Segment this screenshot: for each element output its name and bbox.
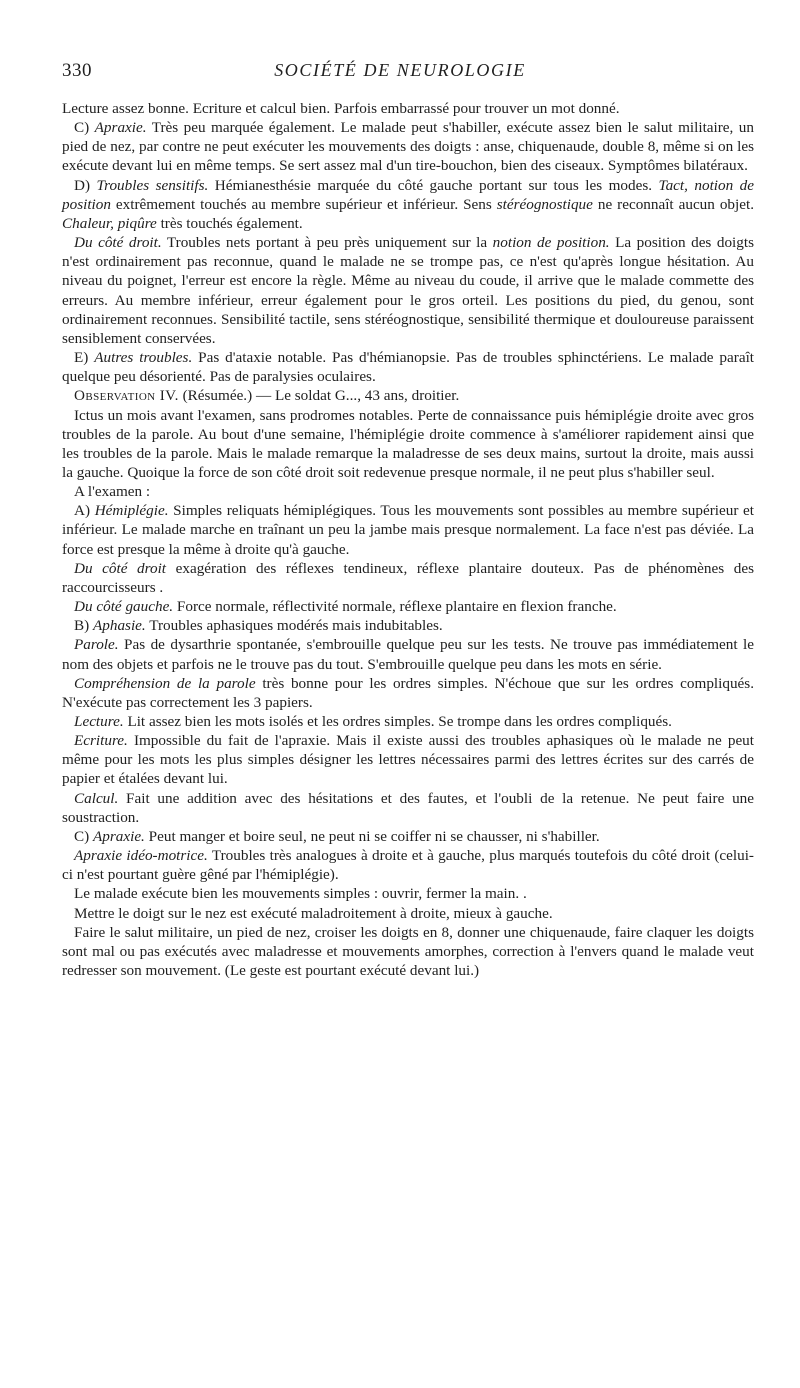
paragraph bbox=[62, 559, 754, 597]
italic-run: Apraxie. bbox=[92, 827, 145, 845]
page-number: 330 bbox=[62, 60, 92, 81]
page-header bbox=[62, 60, 738, 84]
italic-run: Chaleur, piqûre bbox=[62, 214, 157, 232]
text-run: Simples reliquats hémiplégiques. Tous les mouvements sont possibles au membre supérieur et inférieur. Le malade marche en traînant un peu la jambe mais presque normalement. La face n'est pas déviée. La force est presque la même à droite qu'à gauche. bbox=[62, 502, 754, 558]
text-run: Troubles nets portant à peu près uniquement sur la bbox=[161, 234, 493, 252]
italic-run: Aphasie. bbox=[92, 617, 146, 635]
italic-run: Du côté droit bbox=[74, 559, 167, 577]
text-run: A l'examen : bbox=[74, 483, 151, 501]
paragraph bbox=[62, 348, 754, 386]
italic-run: Compréhension de la parole bbox=[74, 674, 256, 692]
paragraph bbox=[62, 118, 754, 175]
running-title: SOCIÉTÉ DE NEUROLOGIE bbox=[274, 60, 526, 80]
text-run: D) bbox=[74, 176, 97, 194]
text-run: Force normale, réflectivité normale, réflexe plantaire en flexion franche. bbox=[173, 598, 617, 616]
italic-run: notion de position. bbox=[492, 234, 610, 252]
paragraph bbox=[62, 731, 754, 788]
text-run: Très peu marquée également. Le malade peut s'habiller, exécute assez bien le salut militaire, un pied de nez, par contre ne peut exécuter les mouvements des doigts : anse, chiquenaude, double 8, même si on les exécute devant lui en même temps. Se sert assez mal d'un tire-bouchon, bien des ciseaux. Symptômes bilatéraux. bbox=[62, 119, 754, 175]
text-run: (Résumée.) — Le soldat G..., 43 ans, droitier. bbox=[178, 387, 460, 405]
paragraph bbox=[62, 501, 754, 558]
text-run: très touchés également. bbox=[156, 214, 303, 232]
text-run: Faire le salut militaire, un pied de nez, croiser les doigts en 8, donner une chiquenaude, faire claquer les doigts sont mal ou pas exécutés avec maladresse et mouvements amorphes, correction à l'envers quand le malade veut redresser son mouvement. (Le geste est pourtant exécuté devant lui.) bbox=[62, 923, 754, 980]
text-run: Pas de dysarthrie spontanée, s'embrouille quelque peu sur les tests. Ne trouve pas immédiatement le nom des objets et parfois ne le trouve pas du tout. S'embrouille quelque peu dans les mots en série. bbox=[62, 636, 754, 673]
paragraph bbox=[62, 386, 754, 405]
text-run: Peut manger et boire seul, ne peut ni se coiffer ni se chausser, ni s'habiller. bbox=[144, 827, 600, 845]
paragraph bbox=[62, 616, 754, 635]
paragraph bbox=[62, 406, 754, 483]
text-run: E) bbox=[74, 349, 95, 367]
text-run: Impossible du fait de l'apraxie. Mais il existe aussi des troubles aphasiques où le malade ne peut même pour les mots les plus simples désigner les lettres nécessaires parmi des lettres écrites sur des carrés de papier et étalées devant lui. bbox=[62, 732, 754, 788]
italic-run: Autres troubles. bbox=[94, 349, 193, 367]
italic-run: Hémiplégie. bbox=[94, 502, 169, 520]
text-run: A) bbox=[74, 502, 95, 520]
paragraph bbox=[62, 904, 754, 923]
text-run: Le malade exécute bien les mouvements simples : ouvrir, fermer la main. . bbox=[74, 885, 527, 903]
text-run: Hémianesthésie marquée du côté gauche portant sur tous les modes. bbox=[208, 176, 659, 194]
paragraph bbox=[62, 789, 754, 827]
text-run: La position des doigts n'est ordinairement pas reconnue, quand le malade ne se trompe pas, ce n'est qu'après longue hésitation. Au niveau du poignet, l'erreur est encore la règle. Même au niveau du coude, il arrive que le malade commette des erreurs. Au membre inférieur, erreur également pour le gros orteil. Les positions du pied, du genou, sont ordinairement reconnues. Sensibilité tactile, sens stéréognostique, sensibilité thermique et douloureuse paraissent sensiblement conservées. bbox=[62, 234, 754, 347]
text-run: exagération des réflexes tendineux, réflexe plantaire douteux. Pas de phénomènes des raccourcisseurs . bbox=[62, 559, 754, 596]
paragraph bbox=[62, 597, 754, 616]
italic-run: Calcul. bbox=[74, 789, 119, 807]
italic-run: stéréognostique bbox=[496, 195, 593, 213]
paragraph bbox=[62, 674, 754, 712]
text-run: très bonne pour les ordres simples. N'échoue que sur les ordres compliqués. N'exécute pas correctement les 3 papiers. bbox=[62, 674, 754, 711]
body-text bbox=[62, 99, 754, 980]
text-run: extrêmement touchés au membre supérieur et inférieur. Sens bbox=[110, 195, 497, 213]
italic-run: Du côté gauche. bbox=[74, 598, 174, 616]
italic-run: Lecture. bbox=[74, 713, 124, 730]
text-run: Troubles aphasiques modérés mais indubitables. bbox=[145, 617, 443, 635]
italic-run: Troubles sensitifs. bbox=[96, 176, 209, 194]
paragraph bbox=[62, 233, 754, 348]
paragraph bbox=[62, 712, 754, 731]
text-run: Lecture assez bonne. Ecriture et calcul bien. Parfois embarrassé pour trouver un mot donné. bbox=[62, 100, 620, 117]
text-run: Lit assez bien les mots isolés et les ordres simples. Se trompe dans les ordres compliqués. bbox=[123, 713, 672, 730]
paragraph bbox=[62, 99, 754, 118]
paragraph bbox=[62, 635, 754, 673]
text-run: Ictus un mois avant l'examen, sans prodromes notables. Perte de connaissance puis hémiplégie droite avec gros troubles de la parole. Au bout d'une semaine, l'hémiplégie droite commence à s'améliorer rapidement ainsi que les troubles de la parole. Mais le malade remarque la maladresse de ses deux mains, surtout la droite, mais aussi la gauche. Quoique la force de son côté droit soit redevenue presque normale, il ne peut plus s'habiller seul. bbox=[62, 406, 754, 481]
paragraph bbox=[62, 884, 754, 903]
paragraph bbox=[62, 827, 754, 846]
text-run: Fait une addition avec des hésitations et des fautes, et l'oubli de la retenue. Ne peut faire une soustraction. bbox=[62, 789, 754, 826]
text-run: ne reconnaît aucun objet. bbox=[592, 195, 754, 213]
italic-run: Apraxie. bbox=[94, 119, 147, 137]
text-run: Mettre le doigt sur le nez est exécuté maladroitement à droite, mieux à gauche. bbox=[74, 904, 553, 922]
paragraph bbox=[62, 923, 754, 980]
text-run: C) bbox=[74, 827, 93, 845]
italic-run: Apraxie idéo-motrice. bbox=[74, 847, 208, 865]
text-run: C) bbox=[74, 119, 95, 137]
text-run: B) bbox=[74, 617, 93, 635]
italic-run: Ecriture. bbox=[74, 732, 128, 750]
paragraph bbox=[62, 846, 754, 884]
paragraph bbox=[62, 176, 754, 233]
text-run: Pas d'ataxie notable. Pas d'hémianopsie. Pas de troubles sphinctériens. Le malade paraît quelque peu désorienté. Pas de paralysies oculaires. bbox=[62, 349, 755, 386]
italic-run: Tact, notion de position bbox=[62, 176, 755, 213]
text-run: Troubles très analogues à droite et à gauche, plus marqués toutefois du côté droit (celui-ci n'est pourtant guère gêné par l'hémiplégie). bbox=[62, 847, 754, 884]
paragraph bbox=[62, 482, 754, 501]
italic-run: Du côté droit. bbox=[74, 234, 162, 252]
smallcaps-run: Observation IV. bbox=[74, 387, 179, 405]
italic-run: Parole. bbox=[74, 636, 119, 654]
